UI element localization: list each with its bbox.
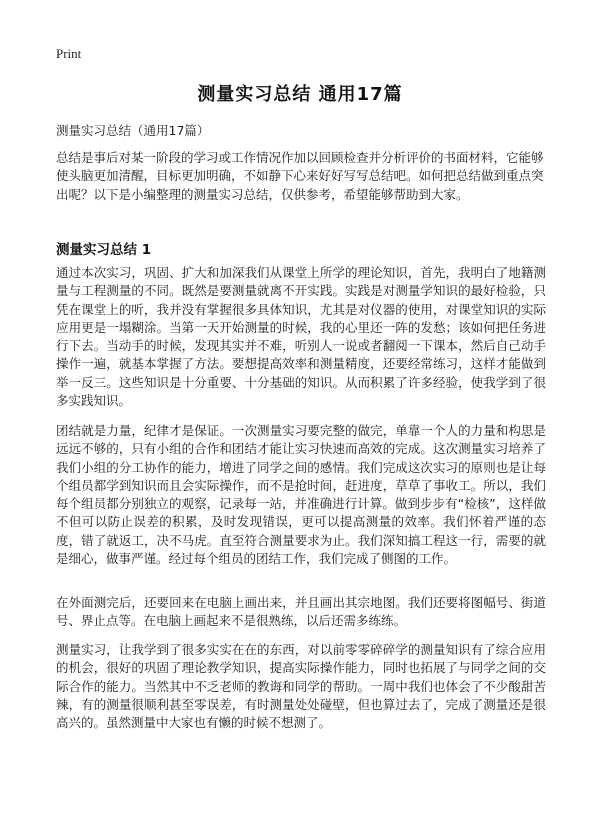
document-subtitle: 测量实习总结（通用17篇） — [56, 123, 210, 138]
intro-paragraph: 总结是事后对某一阶段的学习或工作情况作加以回顾检查并分析评价的书面材料，它能够使头脑更加清醒，目标更加明确，不如静下心来好好写写总结吧。如何把总结做到重点突出呢？以下是小编整理的测量实习总结，仅供参考，希望能够帮助到大家。 — [56, 150, 544, 202]
body-paragraph: 通过本次实习，巩固、扩大和加深我们从课堂上所学的理论知识，首先，我明白了地籍测量与工程测量的不同。既然是要测量就离不开实践。实践是对测量学知识的最好检验，只凭在课堂上的听，我并没有掌握很多具体知识，尤其是对仪器的使用，对课堂知识的实际应用更是一塌糊涂。当第一天开始测量的时候，我的心里还一阵的发愁；该如何把任务进行下去。当动手的时候，发现其实并不难，听别人一说或者翻阅一下课本，然后自己动手操作一遍，就基本掌握了方法。要想提高效率和测量精度，还要经常练习，这样才能做到举一反三。这些知识是十分重要、十分基础的知识。从而积累了许多经验，使我学到了很多实践知识。 — [56, 265, 546, 409]
print-link[interactable]: Print — [56, 46, 82, 61]
document-title: 测量实习总结 通用17篇 — [197, 84, 403, 105]
section-heading: 测量实习总结 1 — [56, 242, 152, 258]
body-paragraph: 测量实习，让我学到了很多实实在在的东西，对以前零零碎碎学的测量知识有了综合应用的机会，很好的巩固了理论教学知识，提高实际操作能力，同时也拓展了与同学之间的交际合作的能力。当然其中不乏老师的教诲和同学的帮助。一周中我们也体会了不少酸甜苦辣，有的测量很顺利甚至零误差，有时测量处处碰壁，但也算过去了，完成了测量还是很高兴的。虽然测量中大家也有懒的时候不想测了。 — [56, 642, 546, 731]
body-paragraph: 团结就是力量，纪律才是保证。一次测量实习要完整的做完，单靠一个人的力量和构思是远远不够的，只有小组的合作和团结才能让实习快速而高效的完成。这次测量实习培养了我们小组的分工协作的能力，增进了同学之间的感情。我们完成这次实习的原则也是让每个组员都学到知识而且会实际操作，而不是抢时间，赶进度，草草了事收工。所以，我们每个组员都分别独立的观察，记录每一站，并准确进行计算。做到步步有“检核”，这样做不但可以防止误差的积累，及时发现错误，更可以提高测量的效率。我们怀着严谨的态度，错了就返工，决不马虎。直至符合测量要求为止。我们深知搞工程这一行，需要的就是细心，做事严谨。经过每个组员的团结工作，我们完成了侧图的工作。 — [56, 423, 546, 567]
body-paragraph: 在外面测完后，还要回来在电脑上画出来，并且画出其宗地图。我们还要将图幅号、街道号、界止点等。在电脑上画起来不是很熟练，以后还需多练练。 — [56, 595, 546, 629]
